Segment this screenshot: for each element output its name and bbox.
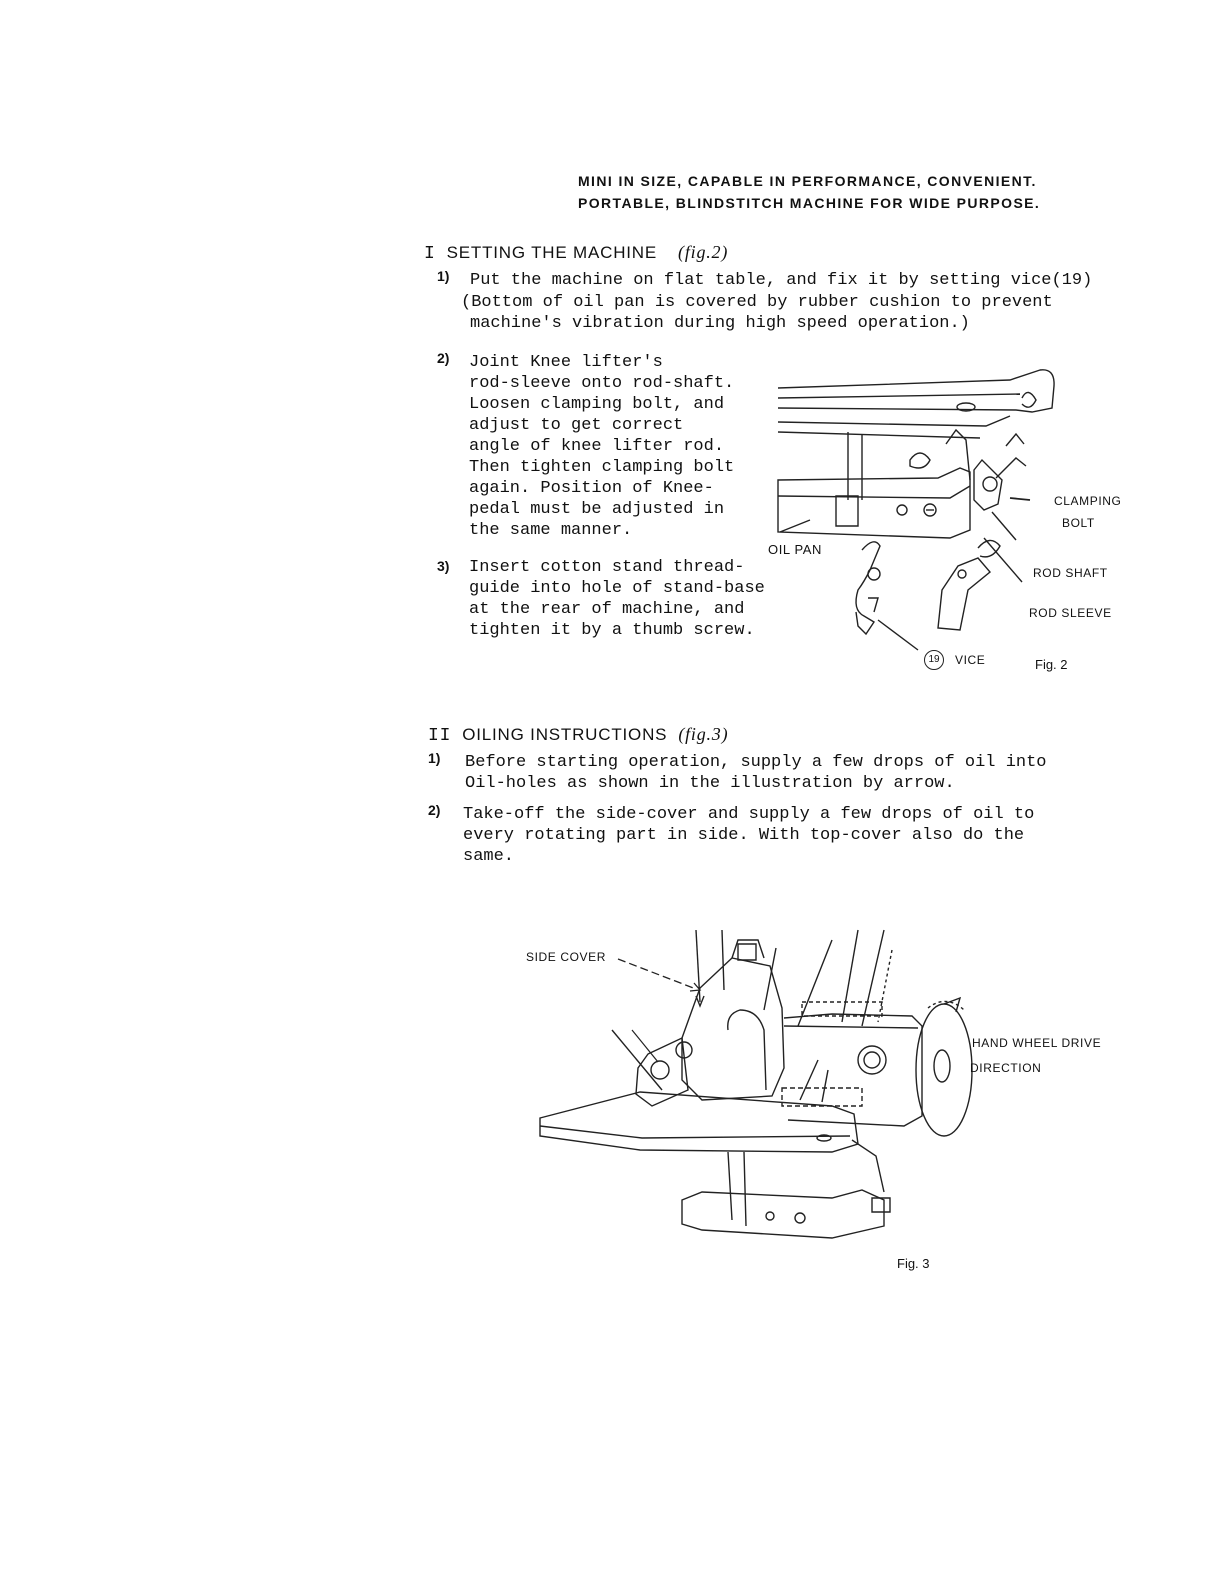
section-1-numeral: I bbox=[424, 244, 436, 264]
bolt-label: BOLT bbox=[1062, 516, 1095, 530]
item-2-2-number: 2) bbox=[428, 802, 441, 818]
headline bbox=[578, 170, 1040, 214]
item-1-2-line: again. Position of Knee- bbox=[469, 479, 714, 498]
side-cover-label: SIDE COVER bbox=[526, 950, 607, 964]
item-1-3-line: at the rear of machine, and bbox=[469, 600, 745, 619]
fig-3-caption: Fig. 3 bbox=[897, 1256, 930, 1271]
rod-shaft-label: ROD SHAFT bbox=[1033, 566, 1108, 580]
item-2-1-line: Oil-holes as shown in the illustration by arrow. bbox=[465, 774, 955, 793]
clamping-label: CLAMPING bbox=[1054, 494, 1122, 508]
item-2-2-line: same. bbox=[463, 847, 515, 866]
section-1-title: SETTING THE MACHINE bbox=[446, 243, 658, 262]
section-2-title: OILING INSTRUCTIONS bbox=[462, 725, 668, 744]
section-2-heading bbox=[428, 724, 728, 746]
item-1-3-line: guide into hole of stand-base bbox=[469, 579, 765, 598]
item-2-2-line: every rotating part in side. With top-cover also do the bbox=[463, 826, 1025, 845]
side-cover-leader bbox=[616, 955, 706, 995]
fig-3-illustration bbox=[532, 930, 972, 1250]
item-1-1-line: (Bottom of oil pan is covered by rubber cushion to prevent bbox=[461, 293, 1053, 312]
section-1-ref: (fig.2) bbox=[678, 242, 729, 262]
oil-pan-label: OIL PAN bbox=[768, 542, 823, 557]
headline-line-1: MINI IN SIZE, CAPABLE IN PERFORMANCE, CONVENIENT. bbox=[578, 173, 1037, 189]
item-1-2-text bbox=[469, 352, 734, 541]
item-1-3-number: 3) bbox=[437, 558, 450, 574]
item-1-2-line: the same manner. bbox=[469, 521, 633, 540]
item-1-2-line: adjust to get correct bbox=[469, 416, 684, 435]
item-1-2-line: pedal must be adjusted in bbox=[469, 500, 725, 519]
fig-2-illustration bbox=[770, 360, 1070, 660]
item-1-1-number: 1) bbox=[437, 268, 450, 284]
item-1-2-line: angle of knee lifter rod. bbox=[469, 437, 725, 456]
hand-wheel-label-line-1: HAND WHEEL DRIVE bbox=[972, 1036, 1102, 1050]
vice-number-label: 19 bbox=[924, 650, 944, 670]
rod-sleeve-label: ROD SLEEVE bbox=[1029, 606, 1112, 620]
item-1-2-number: 2) bbox=[437, 350, 450, 366]
item-2-1-number: 1) bbox=[428, 750, 441, 766]
hand-wheel-label-line-2: DIRECTION bbox=[970, 1061, 1042, 1075]
vice-label: VICE bbox=[955, 653, 986, 667]
section-1-heading bbox=[424, 242, 728, 264]
item-2-1-text bbox=[465, 752, 1047, 794]
section-2-numeral: II bbox=[428, 726, 452, 746]
item-2-2-line: Take-off the side-cover and supply a few drops of oil to bbox=[463, 805, 1035, 824]
item-1-3-line: Insert cotton stand thread- bbox=[469, 558, 745, 577]
item-2-1-line: Before starting operation, supply a few drops of oil into bbox=[465, 753, 1047, 772]
item-1-1-line: machine's vibration during high speed operation.) bbox=[470, 314, 970, 333]
item-1-1-line: Put the machine on flat table, and fix it by setting vice(19) bbox=[470, 271, 1093, 290]
item-2-2-text bbox=[463, 804, 1034, 867]
item-1-2-line: Then tighten clamping bolt bbox=[469, 458, 735, 477]
item-1-2-line: rod-sleeve onto rod-shaft. bbox=[469, 374, 735, 393]
fig-2-caption: Fig. 2 bbox=[1035, 657, 1068, 672]
item-1-3-line: tighten it by a thumb screw. bbox=[469, 621, 755, 640]
item-1-3-text bbox=[469, 557, 765, 641]
item-1-2-line: Loosen clamping bolt, and bbox=[469, 395, 725, 414]
section-2-ref: (fig.3) bbox=[678, 724, 729, 744]
item-1-2-line: Joint Knee lifter's bbox=[469, 353, 663, 372]
headline-line-2: PORTABLE, BLINDSTITCH MACHINE FOR WIDE PURPOSE. bbox=[578, 195, 1041, 211]
